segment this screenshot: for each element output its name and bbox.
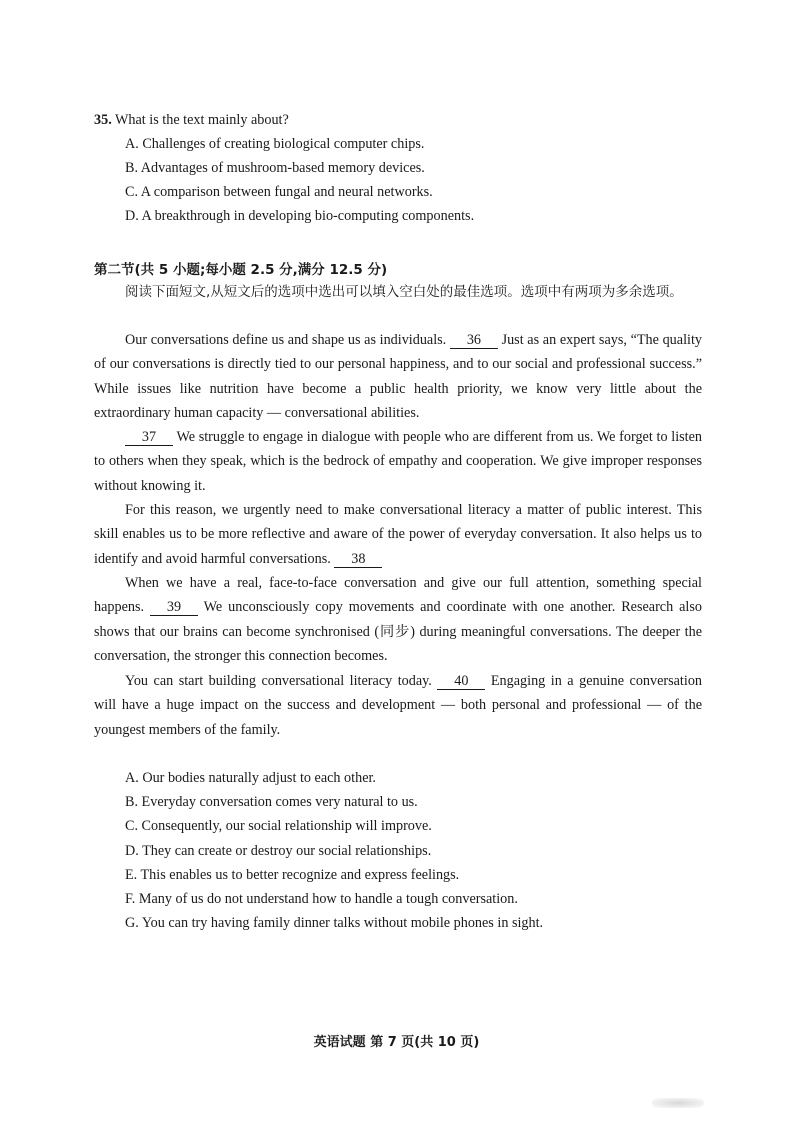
- blank-37: 37: [125, 429, 173, 446]
- question-text: What is the text mainly about?: [111, 112, 289, 128]
- choice-g: G. You can try having family dinner talks without mobile phones in sight.: [125, 915, 544, 931]
- blank-39: 39: [150, 599, 198, 616]
- choice-f: F. Many of us do not understand how to handle a tough conversation.: [125, 891, 518, 907]
- paragraph-text: Our conversations define us and shape us as individuals.: [125, 332, 450, 348]
- passage-paragraph-3: [94, 498, 702, 571]
- scan-smudge: [652, 1098, 704, 1108]
- paragraph-text: We unconsciously copy movements and coordinate with one another. Research also shows that our brains can become synchronised (同步) during meaningful conversations. The deeper the conversation, the stronger this connection becomes.: [94, 599, 702, 664]
- paragraph-text: You can start building conversational literacy today.: [125, 673, 438, 689]
- blank-38: 38: [334, 551, 382, 568]
- passage-paragraph-2: [94, 425, 702, 498]
- question-number: 35.: [94, 112, 112, 128]
- choice-d: D. They can create or destroy our social relationships.: [125, 843, 432, 859]
- page-footer: 英语试题 第 7 页(共 10 页): [313, 1035, 480, 1050]
- paragraph-text: We struggle to engage in dialogue with people who are different from us. We forget to listen to others when they speak, which is the bedrock of empathy and cooperation. We give improper responses without knowing it.: [94, 429, 702, 494]
- choice-a: A. Our bodies naturally adjust to each other.: [125, 770, 376, 786]
- section-heading: 第二节(共 5 小题;每小题 2.5 分,满分 12.5 分): [94, 262, 388, 278]
- q35-option-b: B. Advantages of mushroom-based memory devices.: [125, 160, 425, 176]
- passage-paragraph-4: [94, 571, 702, 668]
- paragraph-text: For this reason, we urgently need to make conversational literacy a matter of public interest. This skill enables us to be more reflective and aware of the power of everyday conversation. It also helps us to identify and avoid harmful conversations.: [94, 502, 702, 567]
- choice-b: B. Everyday conversation comes very natural to us.: [125, 794, 418, 810]
- paragraph-text: When we have a real, face-to-face conversation and give our full attention, something special happens.: [94, 575, 702, 616]
- choice-c: C. Consequently, our social relationship will improve.: [125, 818, 432, 834]
- passage-paragraph-1: [94, 328, 702, 425]
- section-instruction: 阅读下面短文,从短文后的选项中选出可以填入空白处的最佳选项。选项中有两项为多余选项。: [125, 284, 683, 300]
- choice-e: E. This enables us to better recognize and express feelings.: [125, 867, 460, 883]
- question-35-stem: [94, 112, 289, 129]
- blank-36: 36: [450, 332, 498, 349]
- q35-option-d: D. A breakthrough in developing bio-computing components.: [125, 208, 475, 224]
- paragraph-text: Just as an expert says, “The quality of our conversations is directly tied to our personal happiness, and to our social and professional success.” While issues like nutrition have become a public health priority, we know very little about the extraordinary human capacity — conversational abilities.: [94, 332, 702, 421]
- q35-option-a: A. Challenges of creating biological computer chips.: [125, 136, 425, 152]
- paragraph-text: Engaging in a genuine conversation will have a huge impact on the success and development — both personal and professional — of the youngest members of the family.: [94, 673, 703, 738]
- passage-paragraph-5: [94, 669, 702, 742]
- blank-40: 40: [437, 673, 485, 690]
- q35-option-c: C. A comparison between fungal and neural networks.: [125, 184, 433, 200]
